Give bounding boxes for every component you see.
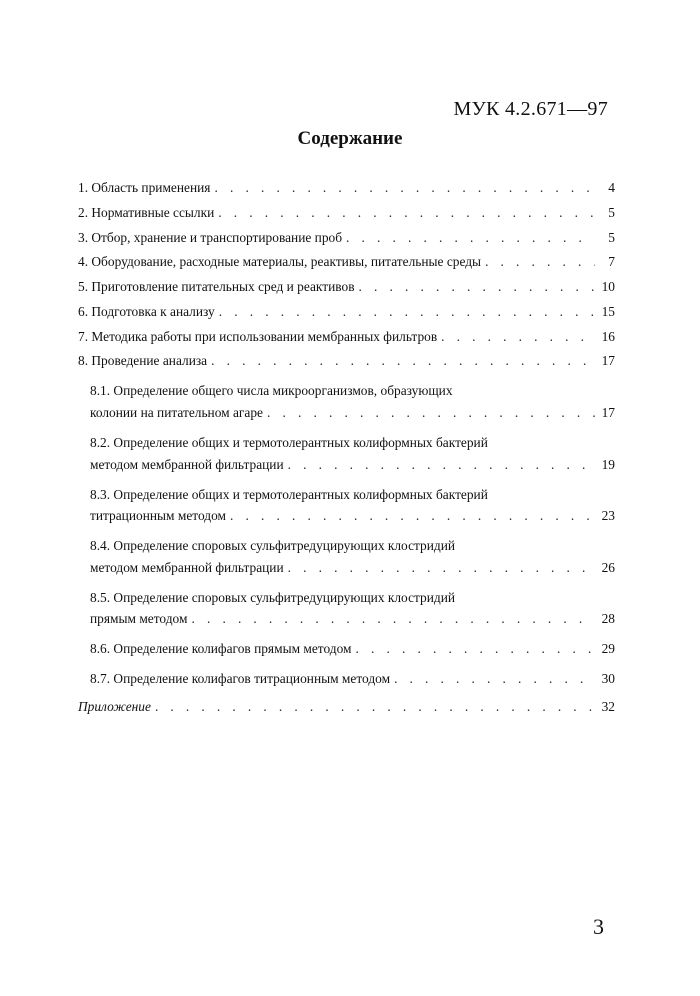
toc-page-number: 28 — [601, 611, 615, 627]
toc-entry — [78, 638, 615, 660]
dot-leader — [219, 301, 595, 323]
table-of-contents — [78, 177, 615, 718]
toc-entry-title: методом мембранной фильтрации — [90, 559, 284, 575]
toc-page-number: 5 — [608, 229, 615, 245]
toc-page-number: 10 — [601, 279, 615, 295]
toc-entry-title: 4. Оборудование, расходные материалы, реактивы, питательные среды — [78, 254, 482, 270]
toc-entry-title: 5. Приготовление питательных сред и реактивов — [78, 279, 355, 295]
toc-entry — [78, 350, 615, 372]
toc-entry-title: 8.5. Определение споровых сульфитредуцирующих клостридий — [90, 589, 456, 605]
toc-page-number: 23 — [601, 508, 615, 524]
dot-leader — [267, 402, 595, 424]
dot-leader — [394, 668, 595, 690]
toc-page-number: 16 — [601, 328, 615, 344]
toc-entry — [78, 668, 615, 690]
toc-page-number: 5 — [608, 204, 615, 220]
toc-entry-title: титрационным методом — [90, 508, 226, 524]
toc-entry — [78, 202, 615, 224]
toc-entry-title: 8.2. Определение общих и термотолерантных колиформных бактерий — [90, 435, 488, 451]
toc-entry-title: 6. Подготовка к анализу — [78, 303, 215, 319]
toc-entry — [78, 535, 615, 578]
toc-entry-title: 3. Отбор, хранение и транспортирование проб — [78, 229, 343, 245]
toc-page-number: 7 — [608, 254, 615, 270]
toc-page-number: 26 — [601, 559, 615, 575]
toc-page-number: 15 — [601, 303, 615, 319]
toc-entry — [78, 177, 615, 199]
dot-leader — [485, 251, 595, 273]
toc-entry-title: 1. Область применения — [78, 180, 211, 195]
toc-entry-title: методом мембранной фильтрации — [90, 456, 284, 472]
toc-entry — [78, 380, 615, 423]
doc-code: МУК 4.2.671—97 — [453, 98, 608, 120]
toc-entry — [78, 301, 615, 323]
toc-page-number: 4 — [608, 180, 615, 195]
dot-leader — [288, 454, 595, 476]
toc-page-number: 17 — [601, 353, 615, 369]
toc-entry-title: 7. Методика работы при использовании мембранных фильтров — [78, 328, 438, 344]
toc-entry — [78, 587, 615, 630]
toc-entry-title: 8.3. Определение общих и термотолерантных колиформных бактерий — [90, 486, 488, 502]
dot-leader — [211, 350, 595, 372]
toc-entry-title: 8.1. Определение общего числа микроорганизмов, образующих — [90, 383, 453, 399]
dot-leader — [230, 505, 595, 527]
toc-entry — [78, 696, 615, 718]
toc-entry — [78, 432, 615, 475]
page-number: 3 — [593, 914, 604, 939]
toc-page-number: 29 — [601, 641, 615, 657]
dot-leader — [359, 276, 595, 298]
toc-entry — [78, 484, 615, 527]
dot-leader — [441, 326, 595, 348]
toc-entry — [78, 326, 615, 348]
toc-page-number: 17 — [601, 405, 615, 421]
toc-entry-title: 8.7. Определение колифагов титрационным методом — [90, 671, 391, 687]
toc-entry — [78, 276, 615, 298]
toc-entry-title: Приложение — [78, 698, 151, 714]
toc-page-number: 30 — [601, 671, 615, 687]
toc-entry-title: 2. Нормативные ссылки — [78, 204, 215, 220]
dot-leader — [218, 202, 595, 224]
toc-entry-title: 8. Проведение анализа — [78, 353, 208, 369]
dot-leader — [288, 557, 595, 579]
dot-leader — [356, 638, 595, 660]
dot-leader — [214, 177, 595, 199]
dot-leader — [155, 696, 595, 718]
toc-entry — [78, 251, 615, 273]
toc-page-number: 32 — [601, 698, 615, 714]
toc-entry — [78, 227, 615, 249]
toc-entry-title: 8.4. Определение споровых сульфитредуцирующих клостридий — [90, 538, 456, 554]
toc-page-number: 19 — [601, 456, 615, 472]
toc-entry-title: колонии на питательном агаре — [90, 405, 263, 421]
toc-entry-title: прямым методом — [90, 611, 188, 627]
toc-entry-title: 8.6. Определение колифагов прямым методом — [90, 641, 352, 657]
toc-title: Содержание — [297, 128, 403, 149]
dot-leader — [191, 608, 595, 630]
dot-leader — [346, 227, 595, 249]
